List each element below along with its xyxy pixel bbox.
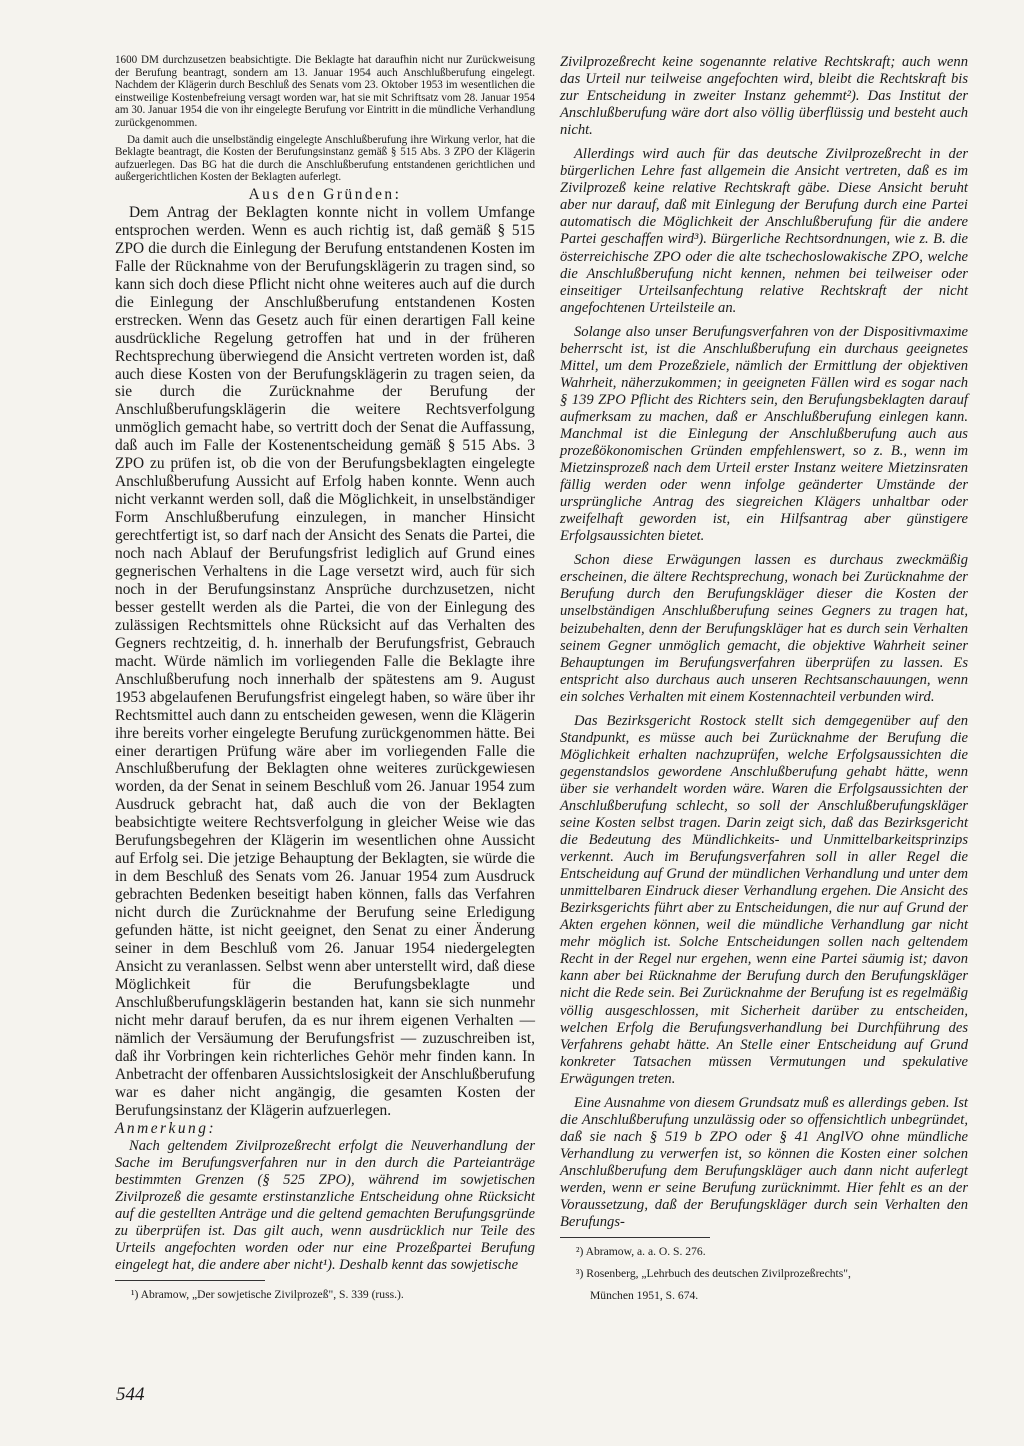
reasons-paragraph: Dem Antrag der Beklagten konnte nicht in vollem Umfange entsprochen werden. Wenn es auch richtig ist, daß gemäß § 515 ZPO die durch die Einlegung der Berufung entstandenen Kosten im Falle der Rücknahme von der Berufungsklägerin zu tragen sind, so kann sich doch diese Pflicht nicht ohne weiteres auch auf die durch die Einlegung der Anschlußberufung entstandenen Kosten erstrecken. Wenn das Gesetz auch für einen derartigen Fall keine ausdrückliche Regelung getroffen hat und in der früheren Rechtsprechung überwiegend die Ansicht vertreten worden ist, daß auch diese Kosten von der Berufungsklägerin zu tragen seien, da sie durch die Zurücknahme der Berufung der Anschlußberufungsklägerin die weitere Rechtsverfolgung unmöglich gemacht habe, so vertritt doch der Senat die Auffassung, daß auch im Falle der Kostenentscheidung gemäß § 515 Abs. 3 ZPO zu prüfen ist, ob die von der Berufungsbeklagten eingelegte Anschlußberufung Aussicht auf Erfolg haben konnte. Wenn auch nicht verkannt werden soll, daß die Möglichkeit, in unselbständiger Form Anschlußberufung einzulegen, in mancher Hinsicht gerechtfertigt ist, so darf nach der Ansicht des Senats die Partei, die noch nach Ablauf der Berufungsfrist lediglich auf Grund eines gegnerischen Verhaltens in die Lage versetzt wird, auch für sich noch in der Berufungsinstanz Ansprüche durchzusetzen, nicht besser gestellt werden als die Partei, die von der Einlegung des zulässigen Rechtsmittels ohne Rücksicht auf das Verhalten des Gegners rechtzeitig, d. h. innerhalb der Berufungsfrist, Gebrauch macht. Würde nämlich im vorliegenden Falle die Beklagte ihre Anschlußberufung noch innerhalb der spätestens am 9. August 1953 abgelaufenen Berufungsfrist eingelegt haben, so wäre über ihr Rechtsmittel auch dann zu entscheiden gewesen, wenn die Klägerin ihre bereits vorher eingelegte Berufung zurückgenommen hätte. Bei einer derartigen Prüfung wäre aber im vorliegenden Falle die Anschlußberufung der Beklagten ohne weiteres zurückgewiesen worden, da der Senat in seinem Beschluß vom 26. Januar 1954 zum Ausdruck gebracht hat, daß auch die von der Beklagten beabsichtigte weitere Rechtsverfolgung in gleicher Weise wie das Berufungsbegehren der Klägerin im wesentlichen ohne Aussicht auf Erfolg sei. Die jetzige Behauptung der Beklagten, sie würde die in dem Beschluß des Senats vom 26. Januar 1954 zum Ausdruck gebrachten Bedenken beseitigt haben können, falls das Verfahren nicht durch die Zurücknahme der Berufung seine Erledigung gefunden hätte, ist nicht geeignet, den Senat zu einer Änderung seiner in dem Beschluß vom 26. Januar 1954 niedergelegten Ansicht zu veranlassen. Selbst wenn aber unterstellt wird, daß diese Möglichkeit für die Berufungsbeklagte und Anschlußberufungsklägerin bestanden hat, kann sie sich nunmehr nicht mehr darauf berufen, da es nur ihrem eigenen Verhalten — nämlich der Versäumung der Berufungsfrist — zuzuschreiben ist, daß ihr Vorbringen kein richterliches Gehör mehr finden kann. In Anbetracht der offenbaren Aussichtslosigkeit der Anschlußberufung war es daher nicht angängig, die gesamten Kosten der Berufungsinstanz der Klägerin aufzuerlegen.: [115, 203, 535, 1119]
case-intro-paragraph: 1600 DM durchzusetzen beabsichtigte. Die Beklagte hat daraufhin nicht nur Zurückweisung der Berufung beantragt, sondern am 13. Januar 1954 auch Anschlußberufung eingelegt. Nachdem der Klägerin durch Beschluß des Senats vom 23. Oktober 1953 im wesentlichen die einstweilige Kostenbefreiung versagt worden war, hat sie mit Schriftsatz vom 28. Januar 1954 am 30. Januar 1954 die von ihr eingelegte Berufung vor Eintritt in die mündliche Verhandlung zurückgenommen.: [115, 54, 535, 129]
footnote-divider-right: [560, 1237, 710, 1238]
page-number: 544: [116, 1384, 145, 1405]
section-heading: Aus den Gründen:: [248, 185, 402, 203]
footnote-1: ¹) Abramow, „Der sowjetische Zivilprozeß", S. 339 (russ.).: [131, 1287, 404, 1301]
left-column: [115, 54, 535, 1302]
annotation-paragraph-3: Solange also unser Berufungsverfahren von der Dispositivmaxime beherrscht ist, ist die Anschlußberufung ein durchaus geeignetes Mittel, um dem Prozeßziele, nämlich der Ermittlung der objektiven Wahrheit, näherzukommen; in geeigneten Fällen wird es sogar nach § 139 ZPO Pflicht des Richters sein, den Berufungsbeklagten darauf aufmerksam zu machen, daß er Anschlußberufung einlegen kann. Manchmal ist die Einlegung der Anschlußberufung auch aus prozeßökonomischen Gründen empfehlenswert, so z. B., wenn im Mietzinsprozeß nach dem Urteil erster Instanz weitere Mietzinsraten fällig werden oder wenn infolge geänderter Umstände der ursprüngliche Antrag des siegreichen Klägers unhaltbar oder zweifelhaft geworden ist, ein Hilfsantrag aber günstigere Erfolgsaussichten bietet.: [560, 323, 968, 545]
footnote-2: ²) Abramow, a. a. O. S. 276.: [576, 1245, 706, 1259]
annotation-paragraph-2: Allerdings wird auch für das deutsche Zivilprozeßrecht in der bürgerlichen Lehre fast allgemein die Ansicht vertreten, daß es im Zivilprozeß keine relative Rechtskraft gäbe. Diese Ansicht beruht aber nur darauf, daß mit Einlegung der Berufung durch eine Partei automatisch die Möglichkeit der Anschlußberufung für die andere Partei geschaffen wird³). Bürgerliche Rechtsordnungen, wie z. B. die österreichische ZPO oder die alte tschechoslowakische ZPO, welche die Anschlußberufung nicht kennen, nehmen bei teilweiser oder einseitiger Urteilsanfechtung relative Rechtskraft der nicht angefochtenen Urteilsteile an.: [560, 146, 968, 316]
annotation-continued: Zivilprozeßrecht keine sogenannte relative Rechtskraft; auch wenn das Urteil nur teilweise angefochten wird, bleibt die Rechtskraft bis zur Entscheidung in zweiter Instanz gehemmt²). Das Institut der Anschlußberufung wäre dort also völlig überflüssig und besteht auch nicht.: [560, 54, 968, 139]
annotation-paragraph-4: Schon diese Erwägungen lassen es durchaus zweckmäßig erscheinen, die ältere Rechtsprechung, wonach bei Zurücknahme der Berufung durch den Berufungskläger dieser die Kosten der unselbständigen Anschlußberufung seines Gegners zu tragen hat, beizubehalten, denn der Berufungskläger hat es durch sein Verhalten seinem Gegner unmöglich gemacht, die objektive Wahrheit seiner Behauptungen im Berufungsverfahren überprüfen zu lassen. Es entspricht also durchaus auch unseren Rechtsanschauungen, wenn ein solches Verhalten mit einem Kostennachteil verbunden wird.: [560, 552, 968, 705]
case-intro-paragraph-2: Da damit auch die unselbständig eingelegte Anschlußberufung ihre Wirkung verlor, hat die Beklagte beantragt, die Kosten der Berufungsinstanz gemäß § 515 Abs. 3 ZPO der Klägerin aufzuerlegen. Das BG hat die durch die Anschlußberufung entstandenen gerichtlichen und außergerichtlichen Kosten der Beklagten auferlegt.: [115, 133, 535, 184]
annotation-paragraph-6: Eine Ausnahme von diesem Grundsatz muß es allerdings geben. Ist die Anschlußberufung unzulässig oder so offensichtlich unbegründet, daß sie nach § 519 b ZPO oder § 41 AnglVO ohne mündliche Verhandlung zu verwerfen ist, so können die Kosten einer solchen Anschlußberufung dem Berufungskläger auch dann nicht auferlegt werden, wenn er seine Berufung zurücknimmt. Hier fehlt es an der Voraussetzung, daß der Berufungskläger durch sein Verhalten den Berufungs-: [560, 1094, 968, 1231]
annotation-paragraph: Nach geltendem Zivilprozeßrecht erfolgt die Neuverhandlung der Sache im Berufungsverfahren nur in den durch die Parteianträge bestimmten Grenzen (§ 525 ZPO), während im sowjetischen Zivilprozeß die gesamte erstinstanzliche Entscheidung ohne Rücksicht auf die gestellten Anträge und die geltend gemachten Berufungsgründe zu überprüfen ist. Das gilt auch, wenn ausdrücklich nur Teile des Urteils angefochten worden oder nur eine Prozeßpartei Berufung eingelegt hat, die andere aber nicht¹). Deshalb kennt das sowjetische: [115, 1137, 535, 1273]
annotation-paragraph-5: Das Bezirksgericht Rostock stellt sich demgegenüber auf den Standpunkt, es müsse auch bei Zurücknahme der Berufung die Möglichkeit erhalten nachzuprüfen, welche Erfolgsaussichten die gegenstandslos gewordene Anschlußberufung gehabt hätte, wenn über sie verhandelt worden wäre. Waren die Erfolgsaussichten der Anschlußberufung schlecht, so soll der Anschlußberufungskläger seine Kosten selbst tragen. Darin zeigt sich, daß das Bezirksgericht die Bedeutung des Mündlichkeits- und Unmittelbarkeitsprinzips verkennt. Auch im Berufungsverfahren soll in aller Regel die Entscheidung auf Grund der mündlichen Verhandlung und unter dem unmittelbaren Eindruck dieser Verhandlung ergehen. Die Ansicht des Bezirksgerichts führt aber zu Entscheidungen, die nur auf Grund der Akten ergehen können, weil die mündliche Verhandlung gar nicht mehr möglich ist. Solche Entscheidungen sollen nach geltendem Recht in der Regel nur ergehen, wenn eine Partei säumig ist; davon kann aber bei Rücknahme der Berufung durch den Berufungskläger nicht die Rede sein. Bei Zurücknahme der Berufung ist es regelmäßig völlig ausgeschlossen, mit Sicherheit darüber zu entscheiden, welchen Erfolg die Berufungsverhandlung bei Durchführung des Verfahrens gehabt hätte. An Stelle einer Entscheidung auf Grund konkreter Tatsachen müssen Vermutungen und spekulative Erwägungen treten.: [560, 712, 968, 1087]
right-column: [560, 54, 968, 1303]
footnote-divider: [115, 1280, 265, 1281]
annotation-heading: Anmerkung:: [115, 1119, 217, 1137]
footnote-3-continued: München 1951, S. 674.: [590, 1289, 699, 1303]
footnote-3: ³) Rosenberg, „Lehrbuch des deutschen Zivilprozeßrechts",: [576, 1267, 851, 1281]
